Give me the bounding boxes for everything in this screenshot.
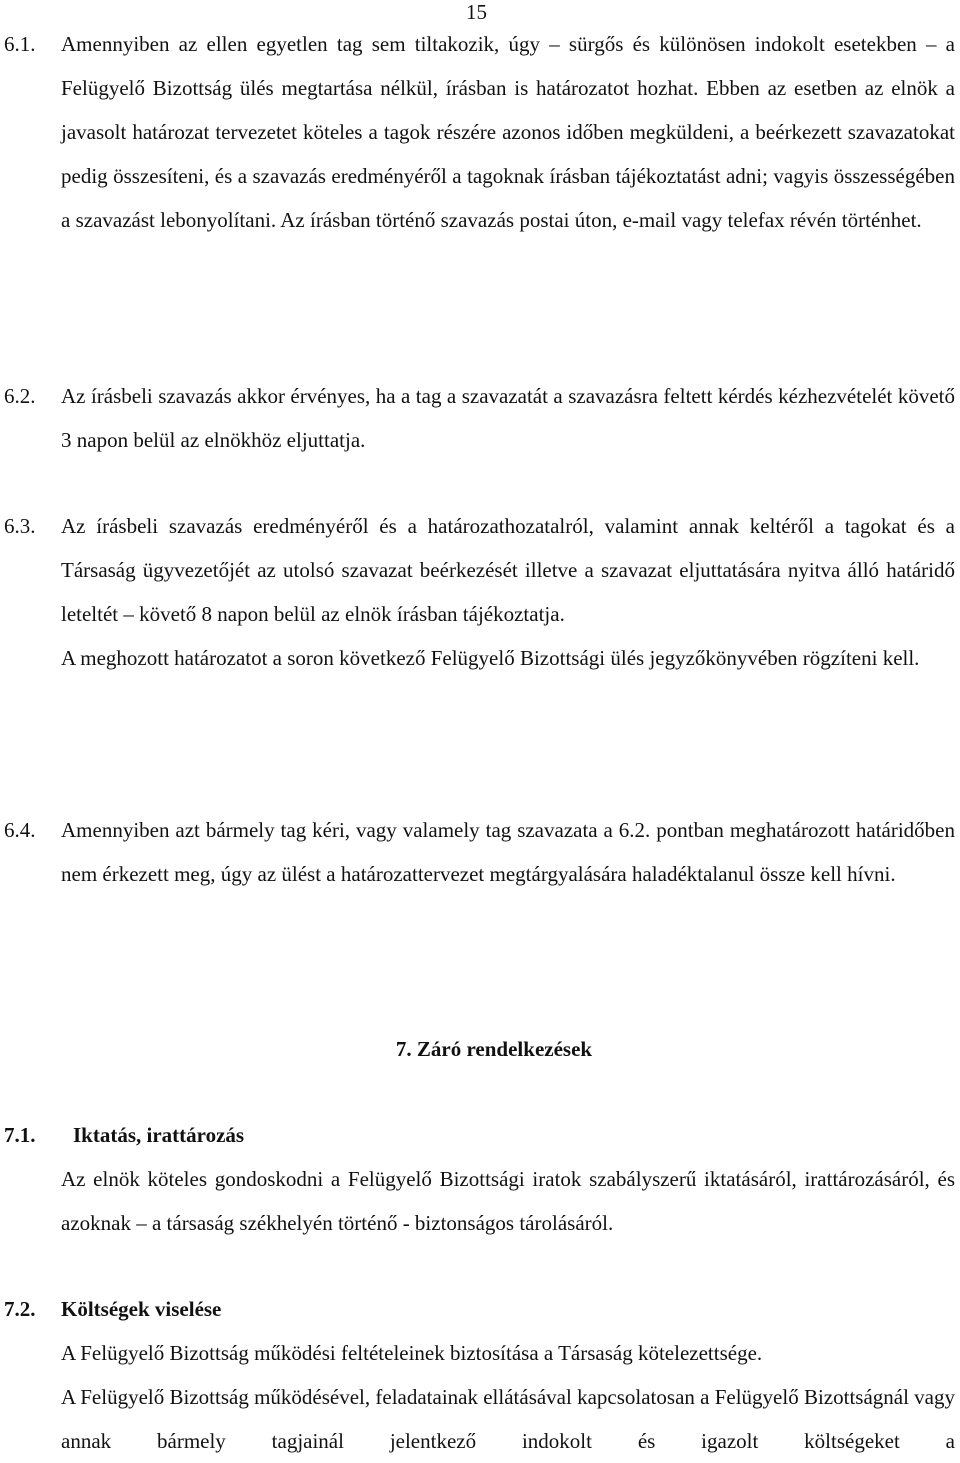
section-6-2 — [0, 374, 956, 462]
section-number: 6.2. — [4, 384, 36, 408]
paragraph: Az elnök köteles gondoskodni a Felügyelő Bizottsági iratok szabályszerű iktatásáról, irattározásáról, és azoknak – a társaság székhelyén történő - biztonságos tárolásáról. — [61, 1167, 955, 1235]
paragraph: A meghozott határozatot a soron következő Felügyelő Bizottsági ülés jegyzőkönyvében rögzíteni kell. — [61, 646, 920, 670]
section-text — [61, 374, 955, 462]
paragraph: A Felügyelő Bizottság működésével, feladatainak ellátásával kapcsolatosan a Felügyelő Bizottságnál vagy annak bármely tagjainál jelentkező indokolt és igazolt költségeket a — [61, 1385, 955, 1453]
paragraph: Amennyiben azt bármely tag kéri, vagy valamely tag szavazata a 6.2. pontban meghatározott határidőben nem érkezett meg, úgy az ülést a határozattervezet megtárgyalására haladéktalanul össze kell hívni. — [61, 818, 955, 886]
paragraph: Az írásbeli szavazás eredményéről és a határozathozatalról, valamint annak keltéről a tagokat és a Társaság ügyvezetőjét az utolsó szavazat beérkezését illetve a szavazat eljuttatására nyitva álló határidő leteltét – követő 8 napon belül az elnök írásban tájékoztatja. — [61, 514, 955, 626]
paragraph: A Felügyelő Bizottság működési feltételeinek biztosítása a Társaság kötelezettsége. — [61, 1341, 763, 1365]
section-number: 6.1. — [4, 32, 36, 56]
section-6-1 — [0, 22, 956, 242]
section-number: 6.4. — [4, 818, 36, 842]
subsection-title: Iktatás, irattározás — [73, 1123, 245, 1147]
chapter-title: 7. Záró rendelkezések — [395, 1037, 593, 1061]
subsection-number: 7.1. — [4, 1123, 36, 1147]
section-6-4 — [0, 808, 956, 896]
paragraph: Az írásbeli szavazás akkor érvényes, ha a tag a szavazatát a szavazásra feltett kérdés kézhezvételét követő 3 napon belül az elnökhöz eljuttatja. — [61, 384, 955, 452]
section-text — [61, 1331, 955, 1463]
section-7-1 — [0, 1113, 956, 1245]
paragraph: Amennyiben az ellen egyetlen tag sem tiltakozik, úgy – sürgős és különösen indokolt esetekben – a Felügyelő Bizottság ülés megtartása nélkül, írásban is határozatot hozhat. Ebben az esetben az elnök a javasolt határozat tervezetet köteles a tagok részére azonos időben megküldeni, a beérkezett szavazatokat pedig összesíteni, és a szavazás eredményéről a tagoknak írásban tájékoztatást adni; vagyis összességében a szavazást lebonyolítani. Az írásban történő szavazás postai úton, e-mail vagy telefax révén történhet. — [61, 32, 955, 232]
page-number: 15 — [466, 0, 487, 24]
section-6-3 — [0, 504, 956, 680]
section-text — [61, 808, 955, 896]
section-text — [61, 1157, 955, 1245]
section-text — [61, 22, 955, 242]
subsection-number: 7.2. — [4, 1297, 36, 1321]
section-7-2 — [0, 1287, 956, 1463]
section-text — [61, 504, 955, 680]
section-number: 6.3. — [4, 514, 36, 538]
subsection-title: Költségek viselése — [61, 1297, 222, 1321]
